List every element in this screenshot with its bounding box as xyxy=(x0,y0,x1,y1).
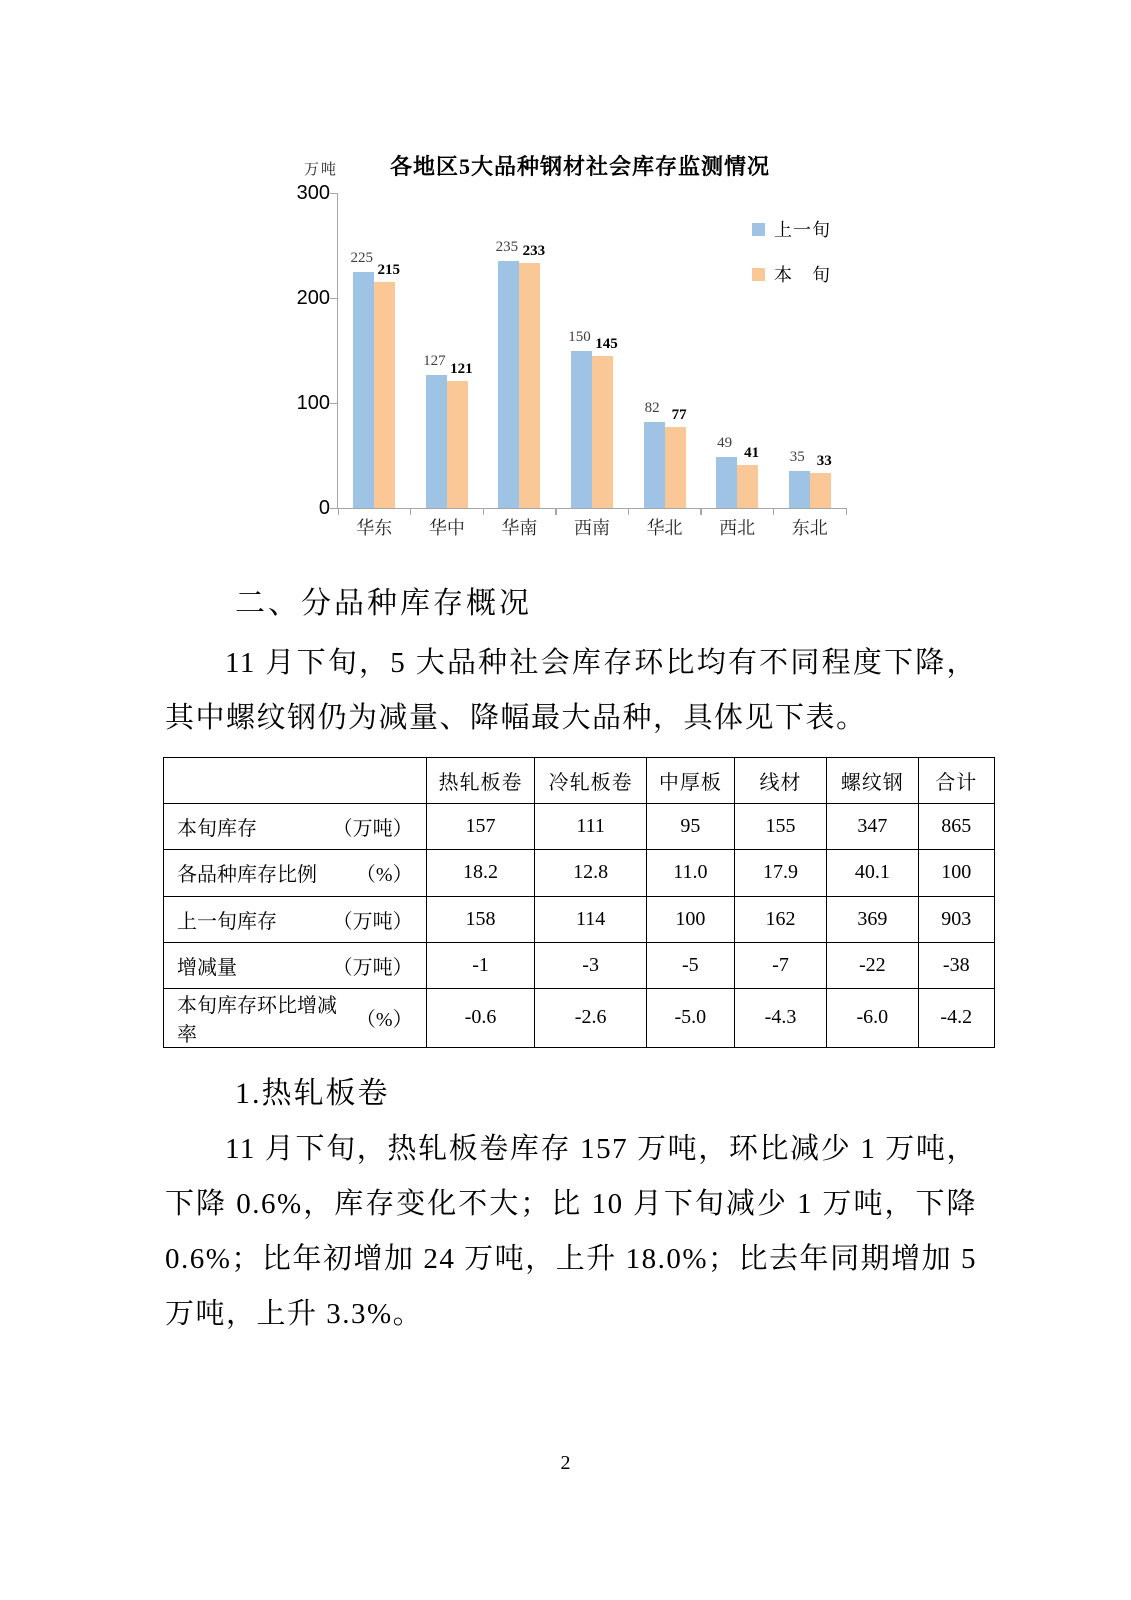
bar-value-label: 225 xyxy=(350,249,374,266)
bar-value-label: 127 xyxy=(423,352,446,369)
table-cell: -5.0 xyxy=(646,988,734,1047)
bar-本 旬-华北 xyxy=(665,427,686,508)
bar-value-label: 233 xyxy=(522,243,546,260)
row-unit: （万吨） xyxy=(332,956,413,979)
regional-inventory-chart xyxy=(296,148,860,548)
table-cell: -2.6 xyxy=(535,988,646,1047)
paragraph-line: 万吨，上升 3.3%。 xyxy=(165,1298,424,1330)
y-axis-tick-label: 0 xyxy=(318,497,330,519)
hot-rolled-coil-paragraph xyxy=(165,1122,977,1342)
bar-上一旬-西南 xyxy=(571,351,592,509)
paragraph-line: 11 月下旬，热轧板卷库存 157 万吨，环比减少 1 万吨， xyxy=(225,1133,977,1165)
table-cell: 100 xyxy=(646,896,734,942)
table-cell: 100 xyxy=(918,850,994,896)
bar-本 旬-华东 xyxy=(374,282,395,508)
bar-本 旬-西北 xyxy=(737,465,758,508)
variety-overview-paragraph xyxy=(165,636,977,746)
table-column-header: 螺纹钢 xyxy=(827,758,918,804)
row-unit: （%） xyxy=(355,1009,413,1032)
y-axis-tick xyxy=(330,403,338,404)
table-column-header: 线材 xyxy=(734,758,826,804)
table-cell: -4.2 xyxy=(918,988,994,1047)
table-cell: 114 xyxy=(535,896,646,942)
paragraph-line: 其中螺纹钢仍为减量、降幅最大品种，具体见下表。 xyxy=(165,702,867,734)
bar-value-label: 150 xyxy=(568,328,591,345)
table-column-header: 热轧板卷 xyxy=(426,758,535,804)
bar-上一旬-东北 xyxy=(789,471,810,508)
row-label: 增减量 xyxy=(177,956,237,979)
bar-value-label: 35 xyxy=(789,449,805,466)
bar-上一旬-华南 xyxy=(498,261,519,508)
table-header-row xyxy=(164,758,995,804)
row-label-content xyxy=(164,905,426,934)
table-cell: -6.0 xyxy=(827,988,918,1047)
bar-本 旬-华南 xyxy=(519,263,540,508)
row-label-content xyxy=(164,812,426,841)
x-category-label: 西北 xyxy=(719,518,756,538)
table-cell: -4.3 xyxy=(734,988,826,1047)
table-cell: -38 xyxy=(918,942,994,988)
legend-color-swatch xyxy=(752,223,765,236)
chart-title: 各地区5大品种钢材社会库存监测情况 xyxy=(389,154,770,179)
table-cell: 162 xyxy=(734,896,826,942)
row-label: 本旬库存环比增减率 xyxy=(177,994,337,1046)
bar-本 旬-华中 xyxy=(447,381,468,508)
table-column-header: 冷轧板卷 xyxy=(535,758,646,804)
bar-value-label: 49 xyxy=(717,434,733,451)
x-category-label: 华中 xyxy=(428,518,465,538)
table-column-header: 中厚板 xyxy=(646,758,734,804)
row-unit: （万吨） xyxy=(332,818,413,841)
bar-本 旬-东北 xyxy=(810,473,831,508)
row-unit: （%） xyxy=(355,864,413,887)
row-label: 本旬库存 xyxy=(177,818,257,841)
table-row-label-cell xyxy=(164,988,427,1047)
table-cell: -22 xyxy=(827,942,918,988)
table-row xyxy=(164,850,995,896)
y-axis-tick-label: 200 xyxy=(296,287,330,309)
table-cell: 40.1 xyxy=(827,850,918,896)
table-cell: -7 xyxy=(734,942,826,988)
table-cell: 158 xyxy=(426,896,535,942)
legend-item xyxy=(752,261,831,287)
inventory-by-variety-table xyxy=(163,757,995,1048)
table-column-header xyxy=(164,758,427,804)
bar-value-label: 145 xyxy=(595,335,618,352)
table-row xyxy=(164,988,995,1047)
bar-上一旬-华东 xyxy=(353,272,374,508)
section-heading-variety-overview: 二、分品种库存概况 xyxy=(235,587,532,620)
bar-上一旬-华中 xyxy=(426,375,447,508)
x-category-label: 华东 xyxy=(356,518,393,538)
table-cell: 12.8 xyxy=(535,850,646,896)
row-label: 上一旬库存 xyxy=(177,910,277,933)
table-cell: 347 xyxy=(827,804,918,850)
table-column-header: 合计 xyxy=(918,758,994,804)
table-cell: 18.2 xyxy=(426,850,535,896)
table-row xyxy=(164,896,995,942)
table-row-label-cell xyxy=(164,850,427,896)
row-label: 各品种库存比例 xyxy=(177,864,317,887)
bar-value-label: 33 xyxy=(816,453,832,470)
table-row xyxy=(164,942,995,988)
table-cell: 95 xyxy=(646,804,734,850)
y-axis-tick xyxy=(330,298,338,299)
legend-label: 本 旬 xyxy=(774,265,831,285)
y-axis-unit-label: 万吨 xyxy=(304,162,339,178)
bar-value-label: 235 xyxy=(495,239,519,256)
bar-value-label: 82 xyxy=(644,399,660,416)
inventory-table-wrapper xyxy=(163,757,995,1048)
bar-上一旬-华北 xyxy=(644,422,665,508)
bar-上一旬-西北 xyxy=(716,457,737,508)
table-cell: 865 xyxy=(918,804,994,850)
bar-value-label: 121 xyxy=(450,360,473,377)
table-row-label-cell xyxy=(164,896,427,942)
table-cell: 111 xyxy=(535,804,646,850)
legend-item xyxy=(752,216,831,242)
row-label-content xyxy=(164,989,426,1047)
table-row-label-cell xyxy=(164,804,427,850)
table-cell: -1 xyxy=(426,942,535,988)
bar-本 旬-西南 xyxy=(592,356,613,508)
subsection-heading-hot-rolled-coil: 1.热轧板卷 xyxy=(235,1077,390,1110)
paragraph-line: 11 月下旬，5 大品种社会库存环比均有不同程度下降， xyxy=(225,647,977,679)
row-label-content xyxy=(164,951,426,980)
table-cell: -5 xyxy=(646,942,734,988)
table-cell: 369 xyxy=(827,896,918,942)
table-cell: -3 xyxy=(535,942,646,988)
table-cell: 903 xyxy=(918,896,994,942)
chart-legend xyxy=(752,216,831,306)
bar-value-label: 41 xyxy=(744,444,760,461)
table-cell: 17.9 xyxy=(734,850,826,896)
legend-color-swatch xyxy=(752,268,765,281)
page-number: 2 xyxy=(560,1452,571,1474)
row-label-content xyxy=(164,858,426,887)
bar-value-label: 215 xyxy=(377,262,401,279)
y-axis-tick xyxy=(330,193,338,194)
legend-label: 上一旬 xyxy=(774,220,831,240)
table-cell: 155 xyxy=(734,804,826,850)
table-cell: 11.0 xyxy=(646,850,734,896)
x-category-label: 西南 xyxy=(573,518,610,538)
x-category-label: 华北 xyxy=(646,518,683,538)
y-axis-tick-label: 100 xyxy=(296,392,330,414)
table-row xyxy=(164,804,995,850)
y-axis-tick-label: 300 xyxy=(296,182,330,204)
table-cell: 157 xyxy=(426,804,535,850)
x-category-label: 东北 xyxy=(791,518,828,538)
table-cell: -0.6 xyxy=(426,988,535,1047)
paragraph-line: 0.6%；比年初增加 24 万吨，上升 18.0%；比去年同期增加 5 xyxy=(165,1243,977,1275)
bar-value-label: 77 xyxy=(671,407,687,424)
paragraph-line: 下降 0.6%，库存变化不大；比 10 月下旬减少 1 万吨，下降 xyxy=(165,1188,977,1220)
row-unit: （万吨） xyxy=(332,910,413,933)
table-row-label-cell xyxy=(164,942,427,988)
x-category-label: 华南 xyxy=(501,518,538,538)
